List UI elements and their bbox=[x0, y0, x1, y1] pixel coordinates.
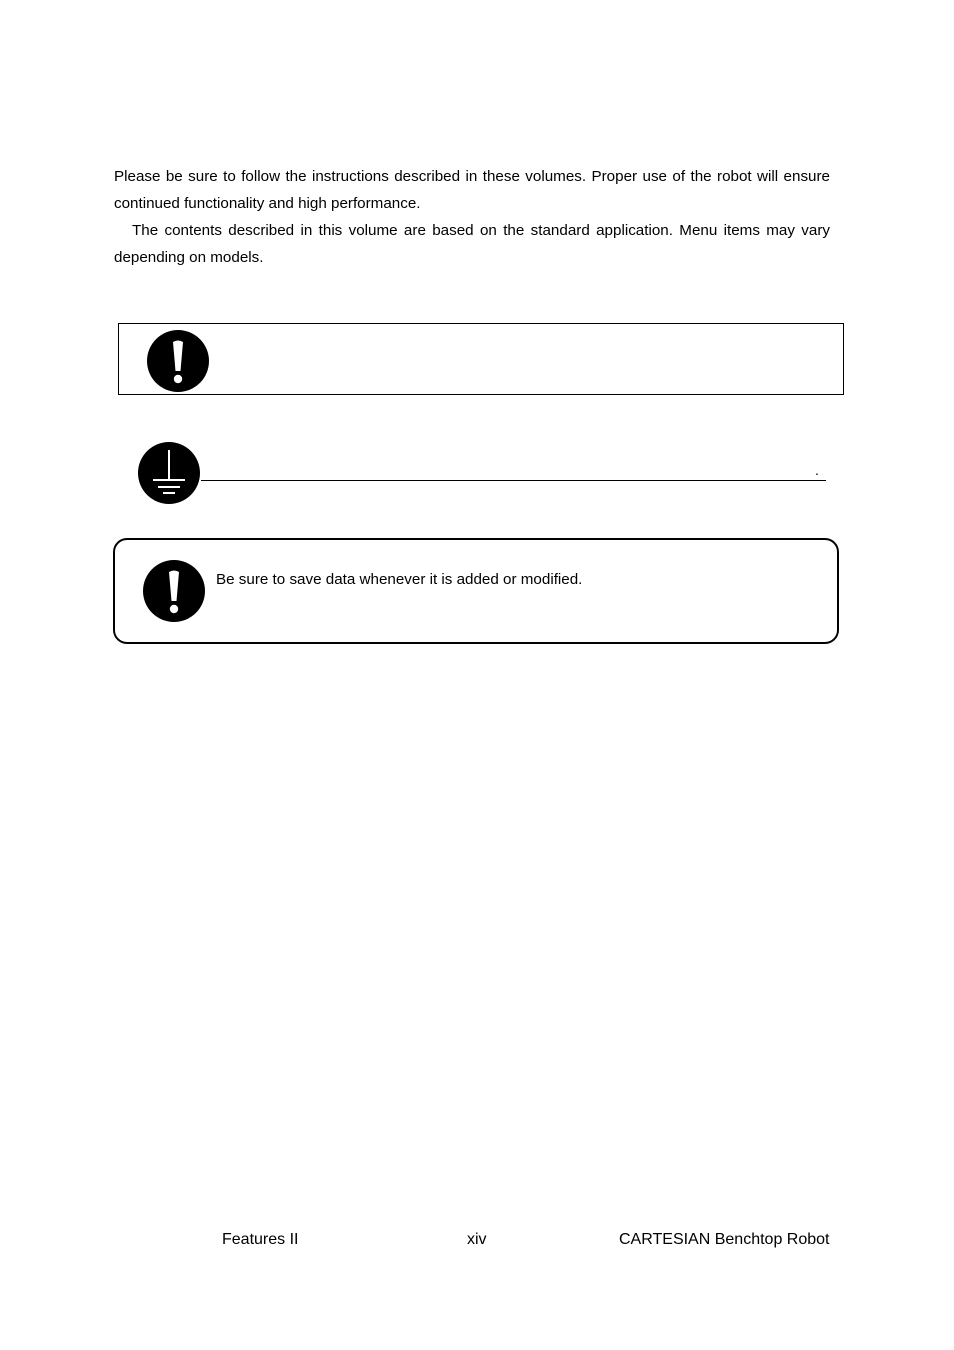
ground-notice-rule bbox=[201, 480, 826, 481]
note-text: Be sure to save data whenever it is added or modified. bbox=[216, 571, 583, 588]
ground-icon bbox=[137, 442, 201, 509]
caution-box bbox=[118, 323, 844, 395]
exclamation-icon bbox=[143, 560, 205, 627]
footer-section-title: Features II bbox=[222, 1231, 299, 1248]
ground-notice-mark: . bbox=[815, 462, 819, 478]
note-box bbox=[113, 538, 839, 644]
footer-product-name: CARTESIAN Benchtop Robot bbox=[619, 1231, 830, 1248]
contents-paragraph: The contents described in this volume are based on the standard application. Menu items may vary depending on models. bbox=[114, 222, 830, 266]
ground-notice bbox=[137, 442, 827, 504]
footer-page-number: xiv bbox=[467, 1231, 487, 1248]
intro-paragraph: Please be sure to follow the instructions described in these volumes. Proper use of the robot will ensure continued functionality and high performance. bbox=[114, 168, 830, 212]
exclamation-icon bbox=[147, 330, 209, 397]
